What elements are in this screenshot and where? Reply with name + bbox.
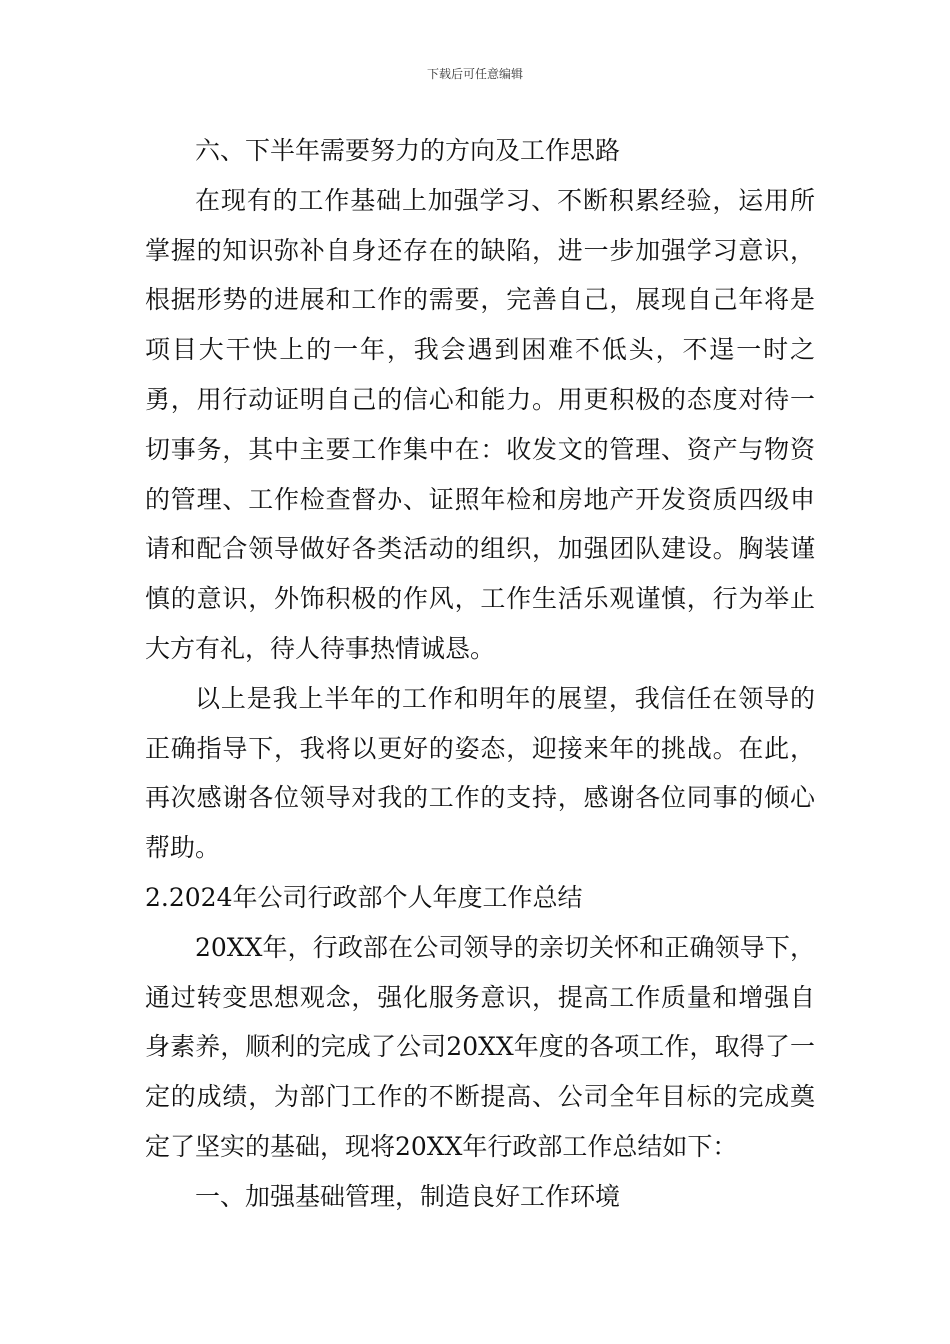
- section-heading: 六、下半年需要努力的方向及工作思路: [195, 136, 621, 165]
- document-body: [145, 126, 815, 1222]
- section-heading: 一、加强基础管理，制造良好工作环境: [195, 1181, 621, 1211]
- paragraph: 在现有的工作基础上加强学习、不断积累经验，运用所掌握的知识弥补自身还存在的缺陷，进一步加强学习意识，根据形势的进展和工作的需要，完善自己，展现自己年将是项目大干快上的一年，我会遇到困难不低头，不逞一时之勇，用行动证明自己的信心和能力。用更积极的态度对待一切事务，其中主要工作集中在：收发文的管理、资产与物资的管理、工作检查督办、证照年检和房地产开发资质四级申请和配合领导做好各类活动的组织，加强团队建设。胸装谨慎的意识，外饰积极的作风，工作生活乐观谨慎，行为举止大方有礼，待人待事热情诚恳。: [145, 185, 815, 663]
- page-header-note: 下载后可任意编辑: [426, 67, 523, 81]
- document-title: 2.2024年公司行政部个人年度工作总结: [145, 882, 583, 912]
- paragraph: 20XX年，行政部在公司领导的亲切关怀和正确领导下，通过转变思想观念，强化服务意识，提高工作质量和增强自身素养，顺利的完成了公司20XX年度的各项工作，取得了一定的成绩，为部门工作的不断提高、公司全年目标的完成奠定了坚实的基础，现将20XX年行政部工作总结如下：: [145, 932, 815, 1161]
- paragraph: 以上是我上半年的工作和明年的展望，我信任在领导的正确指导下，我将以更好的姿态，迎接来年的挑战。在此，再次感谢各位领导对我的工作的支持，感谢各位同事的倾心帮助。: [145, 683, 815, 863]
